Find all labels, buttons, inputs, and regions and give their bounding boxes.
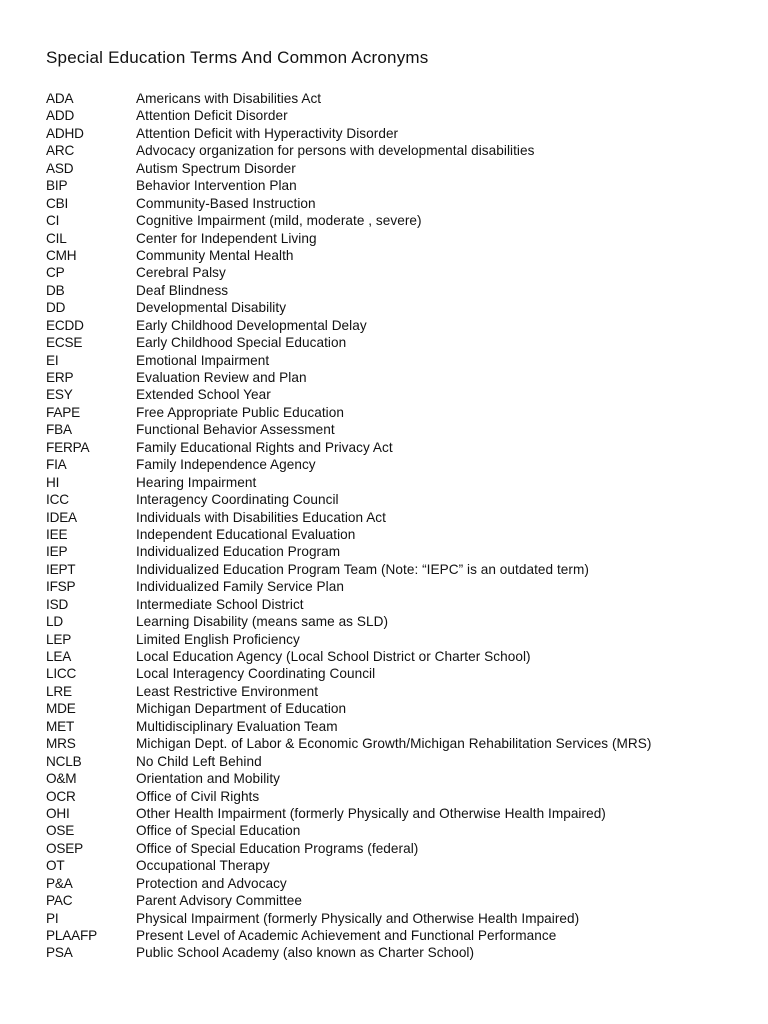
- acronym-row: [46, 352, 746, 369]
- acronym: FIA: [46, 457, 67, 473]
- acronym-definition: Attention Deficit Disorder: [136, 108, 288, 124]
- acronym: PAC: [46, 893, 73, 909]
- acronym: DD: [46, 300, 66, 316]
- acronym-definition: Office of Special Education: [136, 823, 301, 839]
- acronym: ARC: [46, 143, 75, 159]
- acronym-definition: Cognitive Impairment (mild, moderate , severe): [136, 213, 422, 229]
- acronym-definition: Learning Disability (means same as SLD): [136, 614, 389, 630]
- acronym-row: [46, 561, 746, 578]
- acronym-definition: Office of Special Education Programs (federal): [136, 840, 419, 856]
- acronym: ADA: [46, 91, 74, 106]
- acronym: ERP: [46, 370, 74, 385]
- acronym: P&A: [46, 875, 73, 891]
- document-title: Special Education Terms And Common Acronyms: [46, 48, 429, 67]
- acronym-definition: Cerebral Palsy: [136, 265, 226, 281]
- acronym-definition: Behavior Intervention Plan: [136, 178, 297, 194]
- acronym: OHI: [46, 805, 70, 821]
- acronym-definition: Parent Advisory Committee: [136, 893, 302, 909]
- acronym-row: [46, 404, 746, 421]
- acronym-definition: Deaf Blindness: [136, 282, 229, 298]
- acronym-row: [46, 578, 746, 595]
- acronym: O&M: [46, 771, 77, 787]
- acronym-row: [46, 788, 746, 805]
- acronym-row: [46, 439, 746, 456]
- acronym-definition: Emotional Impairment: [136, 352, 270, 368]
- acronym-definition: Protection and Advocacy: [136, 875, 287, 891]
- acronym: OCR: [46, 788, 76, 804]
- acronym-row: [46, 107, 746, 124]
- acronym-definition: Autism Spectrum Disorder: [136, 160, 296, 176]
- acronym: OT: [46, 858, 65, 874]
- acronym: ECSE: [46, 335, 83, 351]
- acronym-row: [46, 177, 746, 194]
- acronym: ISD: [46, 596, 69, 612]
- acronym: ADHD: [46, 125, 84, 141]
- acronym-row: [46, 543, 746, 560]
- acronym: DB: [46, 282, 65, 298]
- acronym-row: [46, 822, 746, 839]
- acronym-row: [46, 944, 746, 961]
- acronym: OSE: [46, 823, 75, 839]
- acronym: LRE: [46, 683, 72, 699]
- acronym-definition: Michigan Department of Education: [136, 701, 347, 717]
- acronym-row: [46, 386, 746, 403]
- acronym-row: [46, 857, 746, 874]
- acronym-row: [46, 770, 746, 787]
- acronym-definition: Functional Behavior Assessment: [136, 422, 335, 438]
- acronym-definition: Early Childhood Developmental Delay: [136, 317, 367, 333]
- acronym-definition: No Child Left Behind: [136, 753, 262, 769]
- acronym-definition: Physical Impairment (formerly Physically and Otherwise Health Impaired): [136, 910, 580, 926]
- acronym-row: [46, 247, 746, 264]
- acronym-definition: Individualized Education Program Team (Note: “IEPC” is an outdated term): [136, 561, 589, 577]
- acronym-row: [46, 927, 746, 944]
- acronym-definition: Local Education Agency (Local School District or Charter School): [136, 649, 531, 664]
- acronym: ICC: [46, 492, 69, 508]
- acronym-definition: Evaluation Review and Plan: [136, 370, 307, 385]
- acronym-definition: Community Mental Health: [136, 247, 294, 263]
- acronym-row: [46, 264, 746, 281]
- acronym-definition: Individualized Education Program: [136, 544, 341, 560]
- acronym-definition: Family Educational Rights and Privacy Act: [136, 439, 393, 455]
- acronym-row: [46, 299, 746, 316]
- acronym-definition: Hearing Impairment: [136, 474, 257, 490]
- acronym-definition: Attention Deficit with Hyperactivity Disorder: [136, 125, 399, 141]
- acronym-definition: Intermediate School District: [136, 596, 304, 612]
- acronym: FBA: [46, 422, 72, 438]
- acronym-definition: Local Interagency Coordinating Council: [136, 666, 376, 682]
- acronym: BIP: [46, 178, 68, 194]
- acronym-definition: Free Appropriate Public Education: [136, 404, 344, 420]
- acronym-definition: Extended School Year: [136, 387, 271, 403]
- acronym: IEE: [46, 526, 68, 542]
- acronym: MET: [46, 718, 75, 734]
- acronym-definition: Community-Based Instruction: [136, 195, 316, 211]
- acronym-row: [46, 613, 746, 630]
- acronym-row: [46, 334, 746, 351]
- acronym-row: [46, 474, 746, 491]
- acronym-row: [46, 805, 746, 822]
- acronym-definition: Center for Independent Living: [136, 230, 317, 246]
- acronym-definition: Developmental Disability: [136, 300, 287, 316]
- acronym-row: [46, 735, 746, 752]
- acronym-definition: Advocacy organization for persons with developmental disabilities: [136, 143, 535, 159]
- acronym-definition: Orientation and Mobility: [136, 771, 281, 787]
- acronym-definition: Other Health Impairment (formerly Physically and Otherwise Health Impaired): [136, 805, 606, 821]
- acronym-row: [46, 910, 746, 927]
- acronym-definition: Limited English Proficiency: [136, 631, 300, 647]
- acronym: HI: [46, 474, 60, 490]
- acronym: MRS: [46, 736, 76, 752]
- acronym-row: [46, 456, 746, 473]
- acronym-row: [46, 282, 746, 299]
- acronym: ECDD: [46, 317, 84, 333]
- acronym: NCLB: [46, 753, 82, 769]
- acronym-definition: Early Childhood Special Education: [136, 335, 347, 351]
- acronym-row: [46, 212, 746, 229]
- acronym: FAPE: [46, 404, 80, 420]
- acronym-row: [46, 631, 746, 648]
- acronym-definition: Multidisciplinary Evaluation Team: [136, 718, 338, 734]
- acronym: IDEA: [46, 509, 77, 525]
- acronym: ASD: [46, 160, 74, 176]
- acronym: CMH: [46, 247, 77, 263]
- acronym-row: [46, 317, 746, 334]
- acronym: ADD: [46, 108, 75, 124]
- acronym-row: [46, 421, 746, 438]
- acronym: MDE: [46, 701, 76, 717]
- acronym-row: [46, 160, 746, 177]
- acronym-definition: Least Restrictive Environment: [136, 683, 319, 699]
- acronym-row: [46, 718, 746, 735]
- acronym-definition: Office of Civil Rights: [136, 788, 260, 804]
- acronym-definition: Public School Academy (also known as Charter School): [136, 945, 475, 961]
- acronym-row: [46, 753, 746, 770]
- acronym: CBI: [46, 195, 69, 211]
- acronym-row: [46, 526, 746, 543]
- acronym-row: [46, 491, 746, 508]
- acronym: PLAAFP: [46, 928, 97, 943]
- acronym-row: [46, 369, 746, 386]
- acronym: CI: [46, 213, 60, 229]
- acronym-row: [46, 509, 746, 526]
- acronym: LD: [46, 614, 63, 630]
- acronym: LICC: [46, 666, 77, 682]
- acronym-row: [46, 125, 746, 142]
- acronym: CIL: [46, 230, 67, 246]
- acronym-row: [46, 892, 746, 909]
- acronym-definition: Individualized Family Service Plan: [136, 579, 344, 595]
- acronym-row: [46, 195, 746, 212]
- acronym-definition: Present Level of Academic Achievement and Functional Performance: [136, 928, 557, 943]
- acronym-row: [46, 230, 746, 247]
- acronym: OSEP: [46, 840, 83, 856]
- acronym-definition: Independent Educational Evaluation: [136, 526, 356, 542]
- acronym-definition: Americans with Disabilities Act: [136, 91, 322, 106]
- acronym-row: [46, 142, 746, 159]
- acronym: ESY: [46, 387, 73, 403]
- acronym-row: [46, 683, 746, 700]
- acronym: IEP: [46, 544, 68, 560]
- acronym: PI: [46, 910, 59, 926]
- acronym-definition: Occupational Therapy: [136, 858, 270, 874]
- acronym: LEP: [46, 631, 72, 647]
- acronym-row: [46, 840, 746, 857]
- acronym: EI: [46, 352, 59, 368]
- acronym-list: [46, 90, 746, 962]
- acronym: IEPT: [46, 561, 76, 577]
- acronym-definition: Individuals with Disabilities Education Act: [136, 509, 386, 525]
- acronym: IFSP: [46, 579, 76, 595]
- acronym-row: [46, 700, 746, 717]
- acronym-row: [46, 90, 746, 107]
- acronym: FERPA: [46, 439, 90, 455]
- acronym-row: [46, 875, 746, 892]
- acronym-row: [46, 648, 746, 665]
- acronym-row: [46, 665, 746, 682]
- acronym-definition: Interagency Coordinating Council: [136, 492, 339, 508]
- acronym-definition: Family Independence Agency: [136, 457, 316, 473]
- acronym: LEA: [46, 649, 72, 664]
- acronym: PSA: [46, 945, 73, 961]
- acronym-definition: Michigan Dept. of Labor & Economic Growth/Michigan Rehabilitation Services (MRS): [136, 736, 652, 752]
- acronym: CP: [46, 265, 65, 281]
- acronym-row: [46, 596, 746, 613]
